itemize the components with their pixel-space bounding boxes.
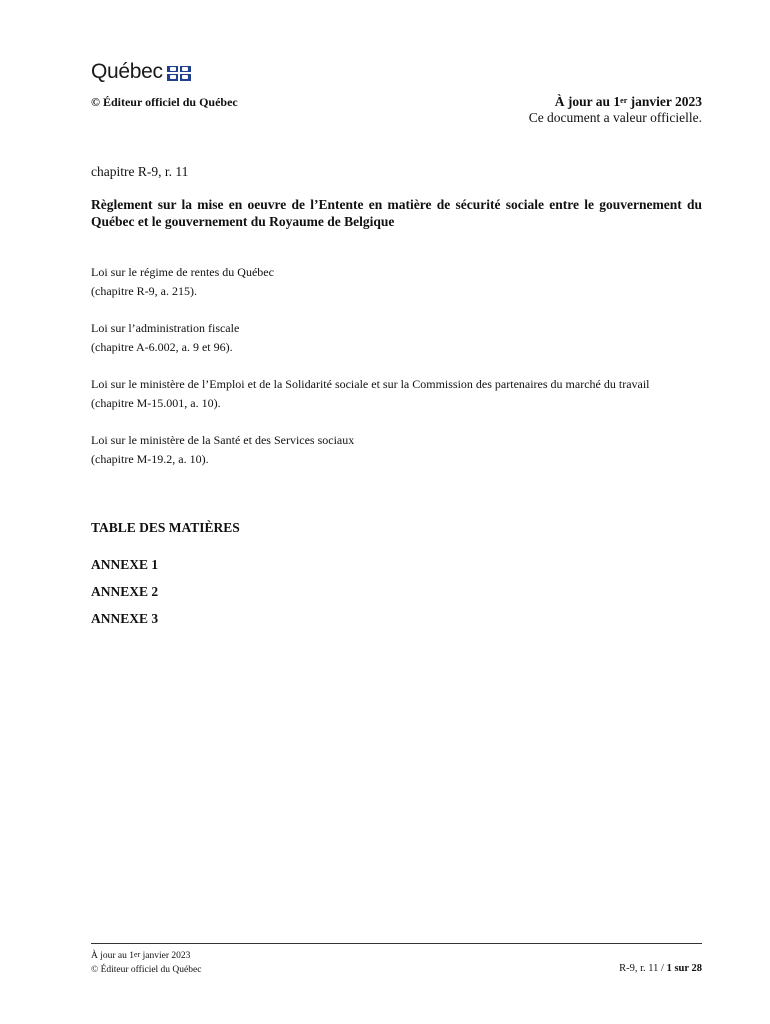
enabling-law [91,263,711,301]
law-name: Loi sur l’administration fiscale [91,321,240,335]
quebec-flag-icon [167,66,191,81]
footer-info [91,949,201,977]
footer-ref: R-9, r. 11 / [619,963,667,974]
enabling-law [91,375,711,413]
toc-item-annexe-3[interactable]: ANNEXE 3 [91,611,159,626]
update-date: À jour au 1er janvier 2023 [554,94,702,109]
page-indicator [619,963,702,974]
enabling-law [91,431,711,469]
page-number: 1 sur 28 [666,963,702,974]
law-name: Loi sur le ministère de la Santé et des Services sociaux [91,433,355,447]
enabling-law [91,319,711,357]
logo-text: Québec [91,60,163,83]
publisher-header: © Éditeur officiel du Québec [91,95,238,109]
toc-item-annexe-2[interactable]: ANNEXE 2 [91,584,159,599]
law-name: Loi sur le régime de rentes du Québec [91,265,274,279]
official-note: Ce document a valeur officielle. [528,110,702,125]
regulation-title: Règlement sur la mise en oeuvre de l’Entente en matière de sécurité sociale entre le gouvernement du Québec et le gouvernement du Royaume de Belgique [91,197,702,229]
quebec-logo [91,60,191,84]
footer-date: À jour au 1er janvier 2023 [91,950,191,961]
law-ref: (chapitre R-9, a. 215). [91,284,197,298]
law-ref: (chapitre A-6.002, a. 9 et 96). [91,340,233,354]
toc-item-annexe-1[interactable]: ANNEXE 1 [91,557,159,572]
law-name: Loi sur le ministère de l’Emploi et de la Solidarité sociale et sur la Commission des partenaires du marché du travail [91,377,650,391]
footer-divider [91,943,702,944]
toc-heading: TABLE DES MATIÈRES [91,520,240,535]
law-ref: (chapitre M-19.2, a. 10). [91,452,209,466]
footer-publisher: © Éditeur officiel du Québec [91,965,202,975]
chapter-ref: chapitre R-9, r. 11 [91,164,189,179]
law-ref: (chapitre M-15.001, a. 10). [91,396,221,410]
update-info [529,94,702,126]
